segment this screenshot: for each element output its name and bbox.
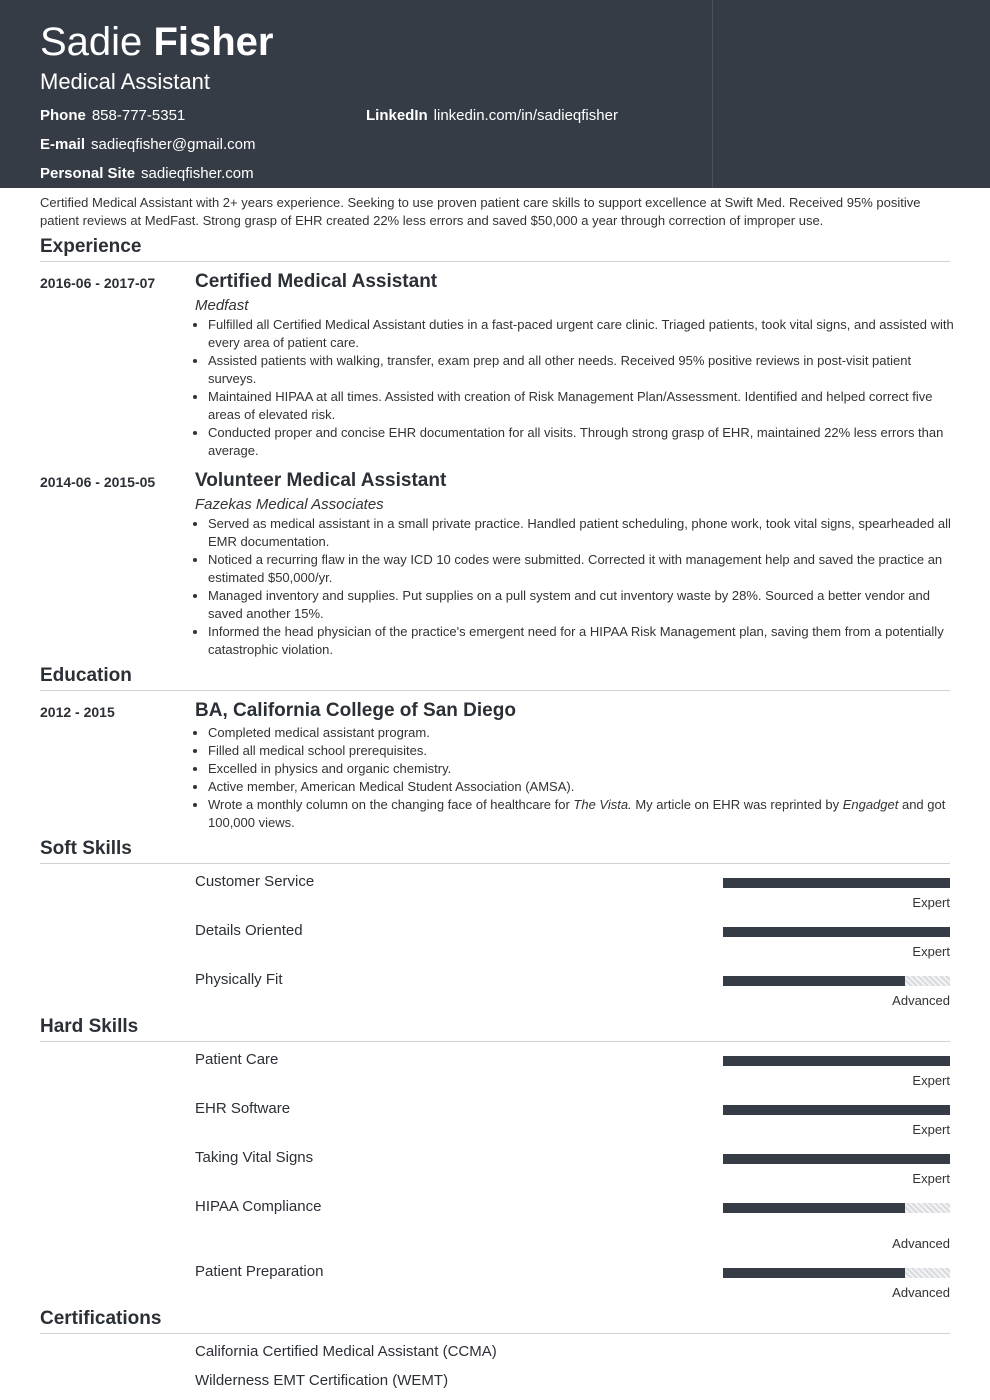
list-item: • Excelled in physics and organic chemistry. bbox=[208, 760, 963, 778]
skill-bar-fill bbox=[723, 1056, 950, 1066]
list-item bbox=[208, 796, 963, 832]
job-dates: 2016-06 - 2017-07 bbox=[40, 275, 156, 291]
certification-item: California Certified Medical Assistant (CCMA) bbox=[195, 1343, 497, 1360]
skill-level: Expert bbox=[912, 1171, 950, 1186]
section-education: Education bbox=[40, 664, 950, 691]
summary-line: Certified Medical Assistant with 2+ years experience. Seeking to use proven patient care skills to support excellence at Swift Med. Received 95% positive bbox=[40, 195, 921, 210]
list-item: • Noticed a recurring flaw in the way ICD 10 codes were submitted. Corrected it with management help and saved the practice an estimated $50,000/yr. bbox=[208, 551, 963, 587]
section-experience: Experience bbox=[40, 235, 950, 262]
list-item: • Fulfilled all Certified Medical Assistant duties in a fast-paced urgent care clinic. Triaged patients, took vital signs, and assisted with every area of patient care. bbox=[208, 316, 963, 352]
skill-name: Details Oriented bbox=[195, 922, 303, 939]
skill-level: Expert bbox=[912, 1122, 950, 1137]
job-title: Medical Assistant bbox=[40, 69, 210, 94]
job-company: Fazekas Medical Associates bbox=[195, 496, 384, 513]
list-item: • Completed medical assistant program. bbox=[208, 724, 963, 742]
skill-name: Patient Care bbox=[195, 1051, 279, 1068]
summary-line: patient reviews at MedFast. Strong grasp of EHR created 22% less errors and saved $50,000 a year through correction of improper use. bbox=[40, 213, 824, 228]
skill-bar-fill bbox=[723, 927, 950, 937]
linkedin-link[interactable]: linkedin.com/in/sadieqfisher bbox=[433, 107, 618, 124]
skill-bar-fill bbox=[723, 1105, 950, 1115]
certification-item: Wilderness EMT Certification (WEMT) bbox=[195, 1372, 449, 1389]
phone-label: Phone bbox=[40, 107, 86, 124]
job-dates: 2014-06 - 2015-05 bbox=[40, 474, 156, 490]
email-link[interactable]: sadieqfisher@gmail.com bbox=[91, 136, 256, 153]
bullet-text: My article on EHR was reprinted by bbox=[631, 797, 843, 812]
education-dates: 2012 - 2015 bbox=[40, 704, 115, 720]
education-degree: BA, California College of San Diego bbox=[195, 700, 516, 721]
contact-email bbox=[40, 135, 255, 155]
job-bullets bbox=[195, 515, 963, 659]
list-item: • Informed the head physician of the practice's emergent need for a HIPAA Risk Management plan, saving them from a potentially catastrophic violation. bbox=[208, 623, 963, 659]
email-label: E-mail bbox=[40, 136, 86, 153]
skill-name: HIPAA Compliance bbox=[195, 1198, 322, 1215]
skill-name: Customer Service bbox=[195, 873, 315, 890]
skill-name: Taking Vital Signs bbox=[195, 1149, 314, 1166]
contact-phone bbox=[40, 106, 185, 126]
skill-bar-fill bbox=[723, 1203, 905, 1213]
contact-linkedin bbox=[366, 106, 618, 126]
site-label: Personal Site bbox=[40, 165, 136, 182]
list-item: • Conducted proper and concise EHR documentation for all visits. Through strong grasp of EHR, maintained 22% less errors than average. bbox=[208, 424, 963, 460]
section-certifications: Certifications bbox=[40, 1307, 950, 1334]
list-item: • Managed inventory and supplies. Put supplies on a pull system and cut inventory waste by 28%. Sourced a better vendor and saved another 15%. bbox=[208, 587, 963, 623]
skill-name: Patient Preparation bbox=[195, 1263, 324, 1280]
resume-header bbox=[0, 0, 990, 188]
list-item: • Served as medical assistant in a small private practice. Handled patient scheduling, phone work, took vital signs, spearheaded all EMR documentation. bbox=[208, 515, 963, 551]
skill-bar bbox=[723, 1268, 950, 1278]
skill-bar-fill bbox=[723, 1154, 950, 1164]
skill-bar-fill bbox=[723, 878, 950, 888]
site-link[interactable]: sadieqfisher.com bbox=[141, 165, 254, 182]
skill-level: Advanced bbox=[892, 1285, 950, 1300]
header-divider bbox=[712, 0, 713, 188]
skill-name: EHR Software bbox=[195, 1100, 291, 1117]
section-hard-skills: Hard Skills bbox=[40, 1015, 950, 1042]
list-item: • Assisted patients with walking, transfer, exam prep and all other needs. Received 95% positive reviews in post-visit patient surveys. bbox=[208, 352, 963, 388]
linkedin-label: LinkedIn bbox=[366, 107, 428, 124]
skill-bar bbox=[723, 976, 950, 986]
job-role: Certified Medical Assistant bbox=[195, 271, 438, 292]
skill-level: Expert bbox=[912, 1073, 950, 1088]
education-bullets bbox=[195, 724, 963, 832]
phone-value: 858-777-5351 bbox=[91, 107, 186, 124]
skill-bar-fill bbox=[723, 976, 905, 986]
job-role: Volunteer Medical Assistant bbox=[195, 470, 447, 491]
last-name: Fisher bbox=[153, 20, 274, 64]
publication-name: Engadget bbox=[842, 797, 899, 812]
skill-level: Expert bbox=[912, 944, 950, 959]
bullet-text: Wrote a monthly column on the changing face of healthcare for bbox=[208, 797, 574, 812]
contact-site bbox=[40, 164, 254, 184]
skill-name: Physically Fit bbox=[195, 971, 283, 988]
skill-bar bbox=[723, 1105, 950, 1115]
job-bullets bbox=[195, 316, 963, 460]
skill-bar bbox=[723, 1154, 950, 1164]
summary bbox=[40, 194, 950, 230]
skill-level: Expert bbox=[912, 895, 950, 910]
list-item: • Maintained HIPAA at all times. Assisted with creation of Risk Management Plan/Assessment. Identified and helped correct five areas of elevated risk. bbox=[208, 388, 963, 424]
skill-level: Advanced bbox=[892, 1236, 950, 1251]
list-item: • Filled all medical school prerequisites. bbox=[208, 742, 963, 760]
skill-bar bbox=[723, 1203, 950, 1213]
first-name: Sadie bbox=[40, 20, 143, 64]
job-company: Medfast bbox=[195, 297, 249, 314]
skill-bar-fill bbox=[723, 1268, 905, 1278]
candidate-name bbox=[40, 18, 273, 66]
skill-bar bbox=[723, 1056, 950, 1066]
bullet-text: and got 100,000 views. bbox=[208, 797, 946, 830]
skill-bar bbox=[723, 878, 950, 888]
skill-level: Advanced bbox=[892, 993, 950, 1008]
section-soft-skills: Soft Skills bbox=[40, 837, 950, 864]
publication-name: The Vista. bbox=[573, 797, 632, 812]
list-item: • Active member, American Medical Student Association (AMSA). bbox=[208, 778, 963, 796]
skill-bar bbox=[723, 927, 950, 937]
